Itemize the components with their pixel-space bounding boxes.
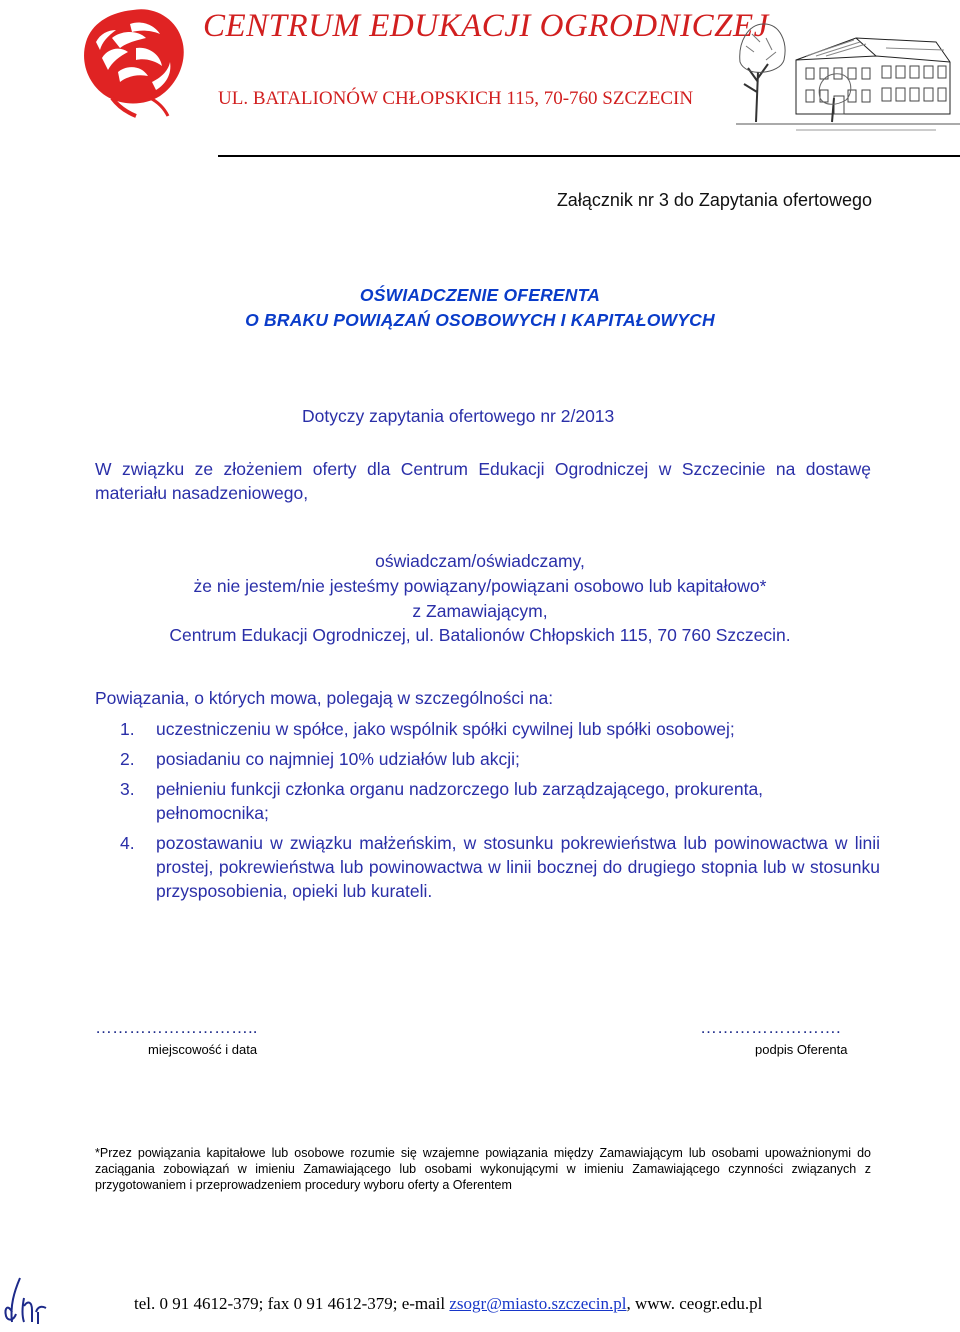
document-title-line-1: OŚWIADCZENIE OFERENTA [359, 285, 601, 305]
signature-label: podpis Oferenta [755, 1042, 848, 1057]
reference-line: Dotyczy zapytania ofertowego nr 2/2013 [302, 406, 615, 426]
relations-list [120, 717, 880, 909]
list-item [120, 777, 880, 825]
declaration-line-4: Centrum Edukacji Ogrodniczej, ul. Batalionów Chłopskich 115, 70 760 Szczecin. [169, 625, 791, 645]
declaration-line-3: z Zamawiającym, [412, 601, 548, 621]
intro-paragraph: W związku ze złożeniem oferty dla Centrum Edukacji Ogrodniczej w Szczecinie na dostawę materiału nasadzeniowego, [95, 459, 871, 503]
school-building-drawing-icon [736, 2, 960, 142]
website-text: , www. ceogr.edu.pl [626, 1294, 763, 1313]
list-item-number: 1. [120, 719, 135, 739]
declaration-line-2: że nie jestem/nie jesteśmy powiązany/powiązani osobowo lub kapitałowo* [193, 576, 767, 596]
list-item [120, 747, 880, 771]
institution-name: CENTRUM EDUKACJI OGRODNICZEJ [203, 8, 769, 44]
document-title-line-2: O BRAKU POWIĄZAŃ OSOBOWYCH I KAPITAŁOWYCH [245, 310, 715, 330]
list-item [120, 717, 880, 741]
institution-address: UL. BATALIONÓW CHŁOPSKICH 115, 70-760 SZCZECIN [218, 88, 694, 109]
list-item-text: pozostawaniu w związku małżeńskim, w stosunku pokrewieństwa lub powinowactwa w linii prostej, pokrewieństwa lub powinowactwa w linii bocznej do drugiego stopnia lub w stosunku przysposobienia, opieki lub kurateli. [156, 833, 880, 901]
footnote: *Przez powiązania kapitałowe lub osobowe rozumie się wzajemne powiązania między Zamawiającym lub osobami upoważnionymi do zaciągania zobowiązań w imieniu Zamawiającego lub osobami wykonującymi w imieniu Zamawiającego czynności związanych z przygotowaniem i przeprowadzeniem procedury wyboru oferty a Oferentem [95, 1146, 871, 1192]
list-item-number: 4. [120, 833, 135, 853]
list-item-text: pełnieniu funkcji członka organu nadzorczego lub zarządzającego, prokurenta, pełnomocnika; [156, 779, 764, 823]
contact-text: tel. 0 91 4612-379; fax 0 91 4612-379; e-mail [134, 1294, 450, 1313]
list-item-text: posiadaniu co najmniej 10% udziałów lub akcji; [156, 749, 520, 769]
attachment-label: Załącznik nr 3 do Zapytania ofertowego [556, 190, 872, 210]
rose-logo-icon [72, 2, 194, 120]
contact-footer [134, 1294, 762, 1314]
place-date-dots: ……………………….. [95, 1018, 258, 1037]
list-item [120, 831, 880, 903]
email-link[interactable]: zsogr@miasto.szczecin.pl [449, 1294, 627, 1313]
list-item-text: uczestniczeniu w spółce, jako wspólnik spółki cywilnej lub spółki osobowej; [156, 719, 735, 739]
list-intro: Powiązania, o których mowa, polegają w szczególności na: [95, 688, 554, 708]
list-item-number: 3. [120, 779, 135, 799]
declaration-line-1: oświadczam/oświadczamy, [375, 551, 585, 571]
handwritten-monogram-logo [2, 1272, 50, 1330]
list-item-number: 2. [120, 749, 135, 769]
signature-dots: ……………………. [700, 1018, 841, 1037]
header-divider [218, 155, 960, 157]
place-date-label: miejscowość i data [148, 1042, 258, 1057]
